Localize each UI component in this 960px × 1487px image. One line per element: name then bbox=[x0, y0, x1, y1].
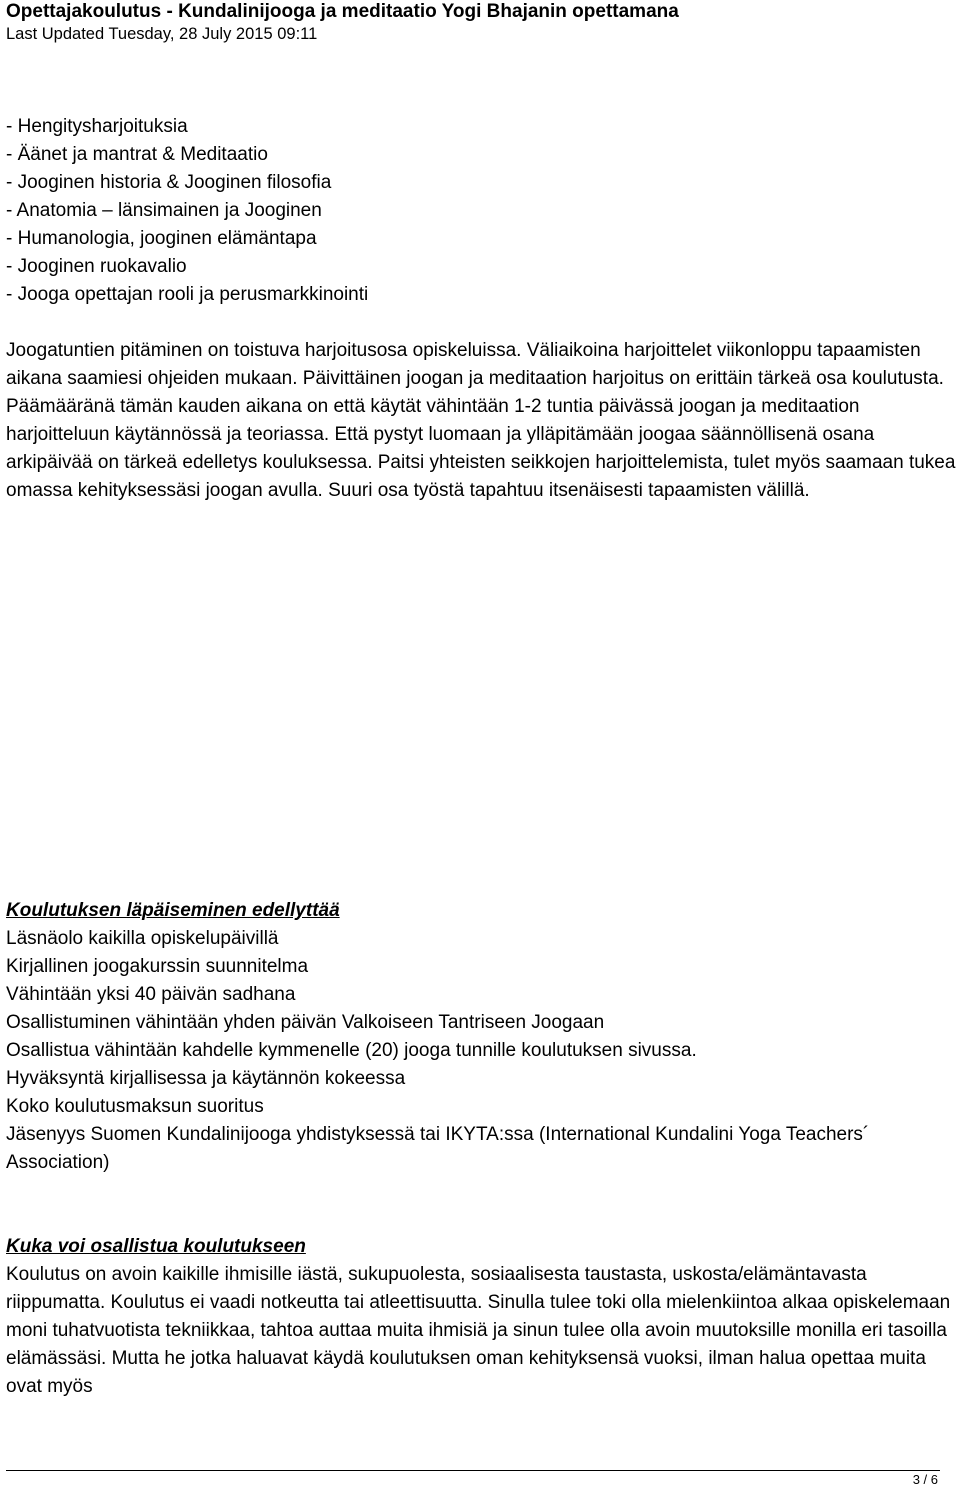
requirement-item: Läsnäolo kaikilla opiskelupäivillä bbox=[6, 928, 279, 949]
list-item: - Jooginen historia & Jooginen filosofia bbox=[6, 172, 332, 193]
requirements-section bbox=[6, 897, 956, 1177]
training-paragraph: Joogatuntien pitäminen on toistuva harjoitusosa opiskeluissa. Väliaikoina harjoittelet viikonloppu tapaamisten aikana saamiesi ohjeiden mukaan. Päivittäinen joogan ja meditaation harjoitus on erittäin tärkeä osa koulutusta. Päämääränä tämän kauden aikana on että käytät vähintään 1-2 tuntia päivässä joogan ja meditaation harjoitteluun käytännössä ja teoriassa. Että pystyt luomaan ja ylläpitämään joogaa säännöllisenä osana arkipäivää on tärkeä edelletys kouluksessa. Paitsi yhteisten seikkojen harjoittelemista, tulet myös saamaan tukea omassa kehityksessäsi joogan avulla. Suuri osa työstä tapahtuu itsenäisesti tapaamisten välillä. bbox=[6, 340, 956, 501]
requirement-item: Osallistua vähintään kahdelle kymmenelle (20) jooga tunnille koulutuksen sivussa. bbox=[6, 1040, 697, 1061]
list-item: - Hengitysharjoituksia bbox=[6, 116, 188, 137]
requirement-item: Vähintään yksi 40 päivän sadhana bbox=[6, 984, 296, 1005]
list-item: - Humanologia, jooginen elämäntapa bbox=[6, 228, 317, 249]
who-can-attend-paragraph: Koulutus on avoin kaikille ihmisille iästä, sukupuolesta, sosiaalisesta taustasta, uskosta/elämäntavasta riippumatta. Koulutus ei vaadi notkeutta tai atleettisuutta. Sinulla tulee toki olla mielenkiintoa alkaa opiskelemaan moni tuhatvuotista tekniikkaa, tahtoa auttaa muita ihmisiä ja sinun tulee olla avoin muutoksille monilla eri tasoilla elämässäsi. Mutta he jotka haluavat käydä koulutuksen oman kehityksensä vuoksi, ilman halua opettaa muita ovat myös bbox=[6, 1264, 951, 1397]
list-item: - Jooga opettajan rooli ja perusmarkkinointi bbox=[6, 284, 369, 305]
list-item: - Äänet ja mantrat & Meditaatio bbox=[6, 144, 268, 165]
requirement-item: Osallistuminen vähintään yhden päivän Valkoiseen Tantriseen Joogaan bbox=[6, 1012, 605, 1033]
requirement-item: Koko koulutusmaksun suoritus bbox=[6, 1096, 264, 1117]
document-title: Opettajakoulutus - Kundalinijooga ja meditaatio Yogi Bhajanin opettamana bbox=[6, 1, 679, 22]
section-heading: Kuka voi osallistua koulutukseen bbox=[6, 1236, 306, 1257]
page-number: 3 / 6 bbox=[912, 1472, 938, 1487]
requirement-item: Kirjallinen joogakurssin suunnitelma bbox=[6, 956, 309, 977]
last-updated-text: Last Updated Tuesday, 28 July 2015 09:11 bbox=[6, 25, 318, 43]
list-item: - Jooginen ruokavalio bbox=[6, 256, 187, 277]
footer-divider bbox=[6, 1470, 940, 1471]
topic-list bbox=[6, 113, 368, 309]
list-item: - Anatomia – länsimainen ja Jooginen bbox=[6, 200, 322, 221]
requirement-item: Jäsenyys Suomen Kundalinijooga yhdistyksessä tai IKYTA:ssa (International Kundalini Yoga Teachers´ Association) bbox=[6, 1124, 870, 1173]
who-can-attend-section bbox=[6, 1233, 956, 1401]
page-header bbox=[6, 0, 956, 45]
section-heading: Koulutuksen läpäiseminen edellyttää bbox=[6, 900, 340, 921]
requirement-item: Hyväksyntä kirjallisessa ja käytännön kokeessa bbox=[6, 1068, 406, 1089]
